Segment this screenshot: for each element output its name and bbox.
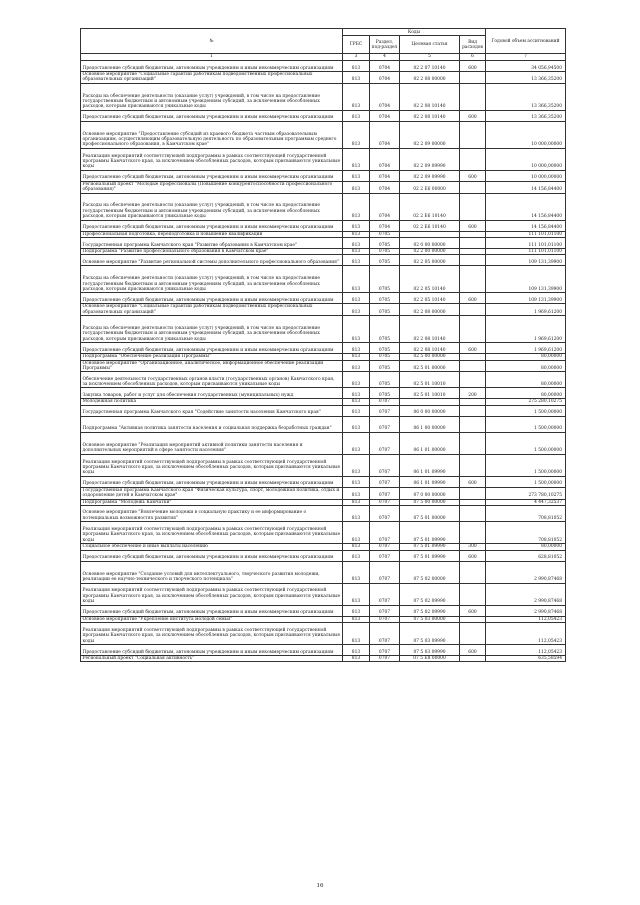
table-row xyxy=(81,655,566,661)
row-target-article-cell: 02 2 08 10140 xyxy=(400,83,460,110)
row-expense-type-cell xyxy=(460,304,486,316)
row-grbs-cell: 813 xyxy=(343,605,370,616)
row-grbs-cell: 813 xyxy=(343,454,370,476)
row-expense-type-cell xyxy=(460,72,486,84)
table-row xyxy=(81,476,566,487)
row-expense-type-cell: 600 xyxy=(460,220,486,231)
row-section-cell: 0705 xyxy=(370,354,400,360)
row-name-cell: Государственная программа Камчатского края "Содействие занятости населения Камчатского края" xyxy=(81,405,343,416)
row-amount-cell: 111 101,01100 xyxy=(486,249,566,255)
row-grbs-cell: 813 xyxy=(343,72,370,84)
row-expense-type-cell xyxy=(460,622,486,644)
row-grbs-cell: 813 xyxy=(343,360,370,372)
row-target-article-cell: 07 5 03 09990 xyxy=(400,644,460,655)
row-amount-cell: 1 500,00000 xyxy=(486,476,566,487)
row-name-cell: Расходы на обеспечение деятельности (оказание услуг) учреждений, в том числе на предоставление государственным бюджетным и автономным учреждениям субсидий, за исключением обособленных расходов, которым присваиваются уникальные коды xyxy=(81,193,343,220)
row-amount-cell: 112,05423 xyxy=(486,622,566,644)
row-target-article-cell: 02 2 09 09990 xyxy=(400,170,460,181)
table-row xyxy=(81,506,566,522)
row-amount-cell: 13 366,35200 xyxy=(486,83,566,110)
table-row xyxy=(81,316,566,343)
row-amount-cell: 1 500,00000 xyxy=(486,405,566,416)
row-expense-type-cell xyxy=(460,561,486,583)
table-row xyxy=(81,454,566,476)
row-grbs-cell: 813 xyxy=(343,432,370,454)
row-grbs-cell: 813 xyxy=(343,487,370,499)
row-name-cell: Обеспечение деятельности государственных органов власти (государственных органов) Камчатского края, за исключением обособленных расходов, которым присваиваются уникальные коды xyxy=(81,372,343,388)
row-amount-cell: 109 131,39900 xyxy=(486,255,566,266)
row-grbs-cell: 813 xyxy=(343,110,370,121)
column-number: 3 xyxy=(343,54,370,61)
row-section-cell: 0704 xyxy=(370,148,400,170)
row-section-cell: 0707 xyxy=(370,605,400,616)
row-target-article-cell: 02 2 08 10140 xyxy=(400,316,460,343)
column-numbers-row xyxy=(81,54,566,61)
row-grbs-cell: 813 xyxy=(343,238,370,249)
row-name-cell: Основное мероприятие "Укрепление института молодой семьи" xyxy=(81,616,343,622)
table-row xyxy=(81,487,566,499)
row-section-cell: 0705 xyxy=(370,388,400,399)
row-name-cell: Региональный проект "Социальная активность" xyxy=(81,655,343,661)
row-section-cell: 0707 xyxy=(370,506,400,522)
row-target-article-cell: 02 2 07 10140 xyxy=(400,61,460,72)
row-expense-type-cell xyxy=(460,416,486,432)
table-row xyxy=(81,238,566,249)
row-grbs-cell: 813 xyxy=(343,231,370,237)
row-section-cell: 0707 xyxy=(370,550,400,561)
row-expense-type-cell: 600 xyxy=(460,343,486,354)
row-target-article-cell: 02 2 05 10140 xyxy=(400,266,460,293)
row-name-cell: Расходы на обеспечение деятельности (оказание услуг) учреждений, в том числе на предоставление государственным бюджетным и автономным учреждениям субсидий, за исключением обособленных расходов, которым присваиваются уникальные коды xyxy=(81,83,343,110)
row-section-cell: 0707 xyxy=(370,544,400,550)
row-grbs-cell: 813 xyxy=(343,416,370,432)
row-name-cell: Реализация мероприятий соответствующей подпрограммы в рамках соответствующей государственной программы Камчатского края, за исключением обособленных расходов, которым присваиваются уникальные коды xyxy=(81,522,343,544)
page-number: 16 xyxy=(316,883,324,889)
table-row xyxy=(81,583,566,605)
row-expense-type-cell: 600 xyxy=(460,644,486,655)
row-name-cell: Предоставление субсидий бюджетным, автономным учреждениям и иным некоммерческим организациям xyxy=(81,605,343,616)
table-row xyxy=(81,72,566,84)
row-target-article-cell: 02 0 00 00000 xyxy=(400,238,460,249)
row-amount-cell: 10 000,00000 xyxy=(486,170,566,181)
row-expense-type-cell xyxy=(460,522,486,544)
row-amount-cell: 112,05423 xyxy=(486,616,566,622)
row-target-article-cell: 02 2 08 10140 xyxy=(400,343,460,354)
row-amount-cell: 628,81052 xyxy=(486,550,566,561)
row-target-article-cell: 07 5 00 00000 xyxy=(400,499,460,505)
row-section-cell: 0704 xyxy=(370,83,400,110)
row-expense-type-cell xyxy=(460,360,486,372)
row-name-cell: Государственная программа Камчатского края "Физическая культура, спорт, молодежная политика, отдых и оздоровление детей в Камчатском крае" xyxy=(81,487,343,499)
row-name-cell: Реализация мероприятий соответствующей подпрограммы в рамках соответствующей государственной программы Камчатского края, за исключением обособленных расходов, которым присваиваются уникальные коды xyxy=(81,583,343,605)
row-grbs-cell: 813 xyxy=(343,293,370,304)
row-amount-cell: 1 969,61200 xyxy=(486,304,566,316)
row-target-article-cell: 07 5 01 09990 xyxy=(400,544,460,550)
row-section-cell: 0705 xyxy=(370,266,400,293)
row-grbs-cell: 813 xyxy=(343,644,370,655)
row-grbs-cell: 813 xyxy=(343,399,370,405)
row-target-article-cell: 02 2 08 10140 xyxy=(400,110,460,121)
row-name-cell: Основное мероприятие "Создание условий для интеллектуального, творческого развития молодежи, реализации ее научно-технического и творческого потенциала" xyxy=(81,561,343,583)
row-expense-type-cell xyxy=(460,316,486,343)
header-expense-type: Вид расходов xyxy=(460,36,486,54)
table-row xyxy=(81,622,566,644)
row-amount-cell: 1 500,00000 xyxy=(486,432,566,454)
table-row xyxy=(81,181,566,193)
row-amount-cell: 80,00000 xyxy=(486,354,566,360)
table-row xyxy=(81,304,566,316)
row-amount-cell: 1 969,61200 xyxy=(486,316,566,343)
table-row xyxy=(81,372,566,388)
row-name-cell: Предоставление субсидий бюджетным, автономным учреждениям и иным некоммерческим организациям xyxy=(81,476,343,487)
header-codes: Коды xyxy=(343,29,486,36)
table-row xyxy=(81,293,566,304)
row-name-cell: Основное мероприятие "Реализация мероприятий активной политики занятости населения и дополнительных мероприятий в сфере занятости населения" xyxy=(81,432,343,454)
row-expense-type-cell xyxy=(460,266,486,293)
row-name-cell: Основное мероприятие "Вовлечение молодежи в социальную практику и ее информирование о потенциальных возможностях развития" xyxy=(81,506,343,522)
row-grbs-cell: 813 xyxy=(343,372,370,388)
row-name-cell: Профессиональная подготовка, переподготовка и повышение квалификации xyxy=(81,231,343,237)
row-name-cell: Основное мероприятие "Социальные гарантии работникам подведомственных профессиональных образовательных организаций" xyxy=(81,72,343,84)
row-amount-cell: 111 101,01100 xyxy=(486,238,566,249)
table-row xyxy=(81,416,566,432)
table-row xyxy=(81,83,566,110)
row-section-cell: 0707 xyxy=(370,499,400,505)
row-target-article-cell: 02 2 Е6 10140 xyxy=(400,220,460,231)
row-section-cell: 0705 xyxy=(370,293,400,304)
table-row xyxy=(81,561,566,583)
row-amount-cell: 708,81052 xyxy=(486,506,566,522)
row-section-cell: 0704 xyxy=(370,72,400,84)
row-name-cell: Основное мероприятие "Развитие региональной системы дополнительного профессионального образования" xyxy=(81,255,343,266)
row-target-article-cell: 07 5 01 00000 xyxy=(400,506,460,522)
table-row xyxy=(81,148,566,170)
row-expense-type-cell xyxy=(460,255,486,266)
table-row xyxy=(81,170,566,181)
row-expense-type-cell: 600 xyxy=(460,293,486,304)
table-row xyxy=(81,121,566,148)
row-name-cell: Социальное обеспечение и иные выплаты населению xyxy=(81,544,343,550)
row-name-cell: Основное мероприятие "Организационное, аналитическое, информационное обеспечение реализации Программы" xyxy=(81,360,343,372)
row-target-article-cell: 02 5 01 00000 xyxy=(400,360,460,372)
row-target-article-cell: 02 2 Е6 10140 xyxy=(400,193,460,220)
row-section-cell: 0705 xyxy=(370,249,400,255)
header-number: № xyxy=(81,29,343,54)
row-expense-type-cell xyxy=(460,148,486,170)
row-target-article-cell: 07 5 03 09990 xyxy=(400,622,460,644)
row-amount-cell: 14 156,84400 xyxy=(486,181,566,193)
row-amount-cell: 80,00000 xyxy=(486,388,566,399)
row-grbs-cell: 813 xyxy=(343,622,370,644)
row-grbs-cell: 813 xyxy=(343,499,370,505)
row-target-article-cell: 02 5 00 00000 xyxy=(400,354,460,360)
row-target-article-cell: 07 0 00 00000 xyxy=(400,487,460,499)
row-name-cell: Подпрограмма "Активная политика занятости населения и социальная поддержка безработных граждан" xyxy=(81,416,343,432)
row-grbs-cell: 813 xyxy=(343,61,370,72)
row-target-article-cell: 02 2 09 09990 xyxy=(400,148,460,170)
row-expense-type-cell: 200 xyxy=(460,388,486,399)
row-section-cell: 0704 xyxy=(370,121,400,148)
row-amount-cell: 80,00000 xyxy=(486,372,566,388)
row-target-article-cell: 02 2 08 00000 xyxy=(400,72,460,84)
row-section-cell: 0704 xyxy=(370,170,400,181)
document-page xyxy=(80,28,565,662)
row-section-cell: 0705 xyxy=(370,238,400,249)
row-section-cell: 0707 xyxy=(370,583,400,605)
row-amount-cell: 2 990,87468 xyxy=(486,605,566,616)
row-expense-type-cell xyxy=(460,372,486,388)
row-name-cell: Закупка товаров, работ и услуг для обеспечения государственных (муниципальных) нужд xyxy=(81,388,343,399)
row-amount-cell: 80,00000 xyxy=(486,360,566,372)
column-number: 6 xyxy=(460,54,486,61)
row-amount-cell: 2 990,87468 xyxy=(486,561,566,583)
table-body xyxy=(81,61,566,662)
header-annual-total: Годовой объем ассигнований xyxy=(486,29,566,54)
row-expense-type-cell xyxy=(460,454,486,476)
row-amount-cell: 80,00000 xyxy=(486,544,566,550)
row-target-article-cell: 07 5 02 09990 xyxy=(400,605,460,616)
row-grbs-cell: 813 xyxy=(343,121,370,148)
header-target-article: Целевая статья xyxy=(400,36,460,54)
row-grbs-cell: 813 xyxy=(343,655,370,661)
row-name-cell: Подпрограмма "Обеспечение реализации Программы" xyxy=(81,354,343,360)
table-row xyxy=(81,220,566,231)
table-row xyxy=(81,405,566,416)
row-expense-type-cell xyxy=(460,405,486,416)
row-expense-type-cell xyxy=(460,193,486,220)
row-grbs-cell: 813 xyxy=(343,550,370,561)
row-amount-cell: 10 000,00000 xyxy=(486,121,566,148)
row-section-cell: 0704 xyxy=(370,220,400,231)
row-amount-cell: 275 280,10275 xyxy=(486,399,566,405)
row-name-cell: Реализация мероприятий соответствующей подпрограммы в рамках соответствующей государственной программы Камчатского края, за исключением обособленных расходов, которым присваиваются уникальные коды xyxy=(81,622,343,644)
row-target-article-cell: 02 2 05 00000 xyxy=(400,255,460,266)
row-amount-cell: 13 366,35200 xyxy=(486,110,566,121)
row-grbs-cell: 813 xyxy=(343,249,370,255)
row-amount-cell: 111 101,01100 xyxy=(486,231,566,237)
row-grbs-cell: 813 xyxy=(343,181,370,193)
row-grbs-cell: 813 xyxy=(343,583,370,605)
row-grbs-cell: 813 xyxy=(343,405,370,416)
table-row xyxy=(81,432,566,454)
column-number: 5 xyxy=(400,54,460,61)
row-section-cell: 0707 xyxy=(370,655,400,661)
row-name-cell: Расходы на обеспечение деятельности (оказание услуг) учреждений, в том числе на предоставление государственным бюджетным и автономным учреждениям субсидий, за исключением обособленных расходов, которым присваиваются уникальные коды xyxy=(81,316,343,343)
row-section-cell: 0705 xyxy=(370,343,400,354)
row-name-cell: Реализация мероприятий соответствующей подпрограммы в рамках соответствующей государственной программы Камчатского края, за исключением обособленных расходов, которым присваиваются уникальные коды xyxy=(81,454,343,476)
row-expense-type-cell xyxy=(460,583,486,605)
row-grbs-cell: 813 xyxy=(343,266,370,293)
row-name-cell: Молодежная политика xyxy=(81,399,343,405)
table-row xyxy=(81,360,566,372)
row-grbs-cell: 813 xyxy=(343,83,370,110)
row-section-cell: 0704 xyxy=(370,181,400,193)
row-expense-type-cell xyxy=(460,181,486,193)
row-grbs-cell: 813 xyxy=(343,354,370,360)
row-grbs-cell: 813 xyxy=(343,316,370,343)
row-target-article-cell: 02 2 05 10140 xyxy=(400,293,460,304)
row-grbs-cell: 813 xyxy=(343,388,370,399)
row-section-cell: 0704 xyxy=(370,110,400,121)
row-name-cell: Предоставление субсидий бюджетным, автономным учреждениям и иным некоммерческим организациям xyxy=(81,110,343,121)
row-grbs-cell: 813 xyxy=(343,544,370,550)
row-section-cell: 0707 xyxy=(370,622,400,644)
table-row xyxy=(81,255,566,266)
table-row xyxy=(81,550,566,561)
row-expense-type-cell: 300 xyxy=(460,544,486,550)
row-section-cell: 0705 xyxy=(370,316,400,343)
row-expense-type-cell xyxy=(460,487,486,499)
row-expense-type-cell: 600 xyxy=(460,476,486,487)
row-expense-type-cell xyxy=(460,655,486,661)
row-name-cell: Подпрограмма "Молодежь Камчатки" xyxy=(81,499,343,505)
row-expense-type-cell: 600 xyxy=(460,61,486,72)
column-number: 1 xyxy=(81,54,343,61)
row-amount-cell: 708,81052 xyxy=(486,522,566,544)
row-grbs-cell: 813 xyxy=(343,343,370,354)
row-section-cell: 0707 xyxy=(370,405,400,416)
row-target-article-cell: 07 5 03 00000 xyxy=(400,616,460,622)
table-row xyxy=(81,193,566,220)
table-row xyxy=(81,110,566,121)
row-section-cell: 0704 xyxy=(370,193,400,220)
row-target-article-cell: 07 5 02 09990 xyxy=(400,583,460,605)
row-name-cell: Подпрограмма "Развитие профессионального образования в Камчатском крае" xyxy=(81,249,343,255)
row-section-cell: 0705 xyxy=(370,360,400,372)
row-target-article-cell: 06 0 00 00000 xyxy=(400,405,460,416)
row-grbs-cell: 813 xyxy=(343,506,370,522)
row-target-article-cell: 02 5 01 10010 xyxy=(400,372,460,388)
table-row xyxy=(81,644,566,655)
row-amount-cell: 1 500,00000 xyxy=(486,416,566,432)
row-amount-cell: 635,58594 xyxy=(486,655,566,661)
row-grbs-cell: 813 xyxy=(343,255,370,266)
row-target-article-cell: 07 5 01 09990 xyxy=(400,522,460,544)
row-expense-type-cell xyxy=(460,83,486,110)
table-row xyxy=(81,605,566,616)
row-amount-cell: 109 131,39900 xyxy=(486,293,566,304)
row-amount-cell: 273 780,10275 xyxy=(486,487,566,499)
row-name-cell: Расходы на обеспечение деятельности (оказание услуг) учреждений, в том числе на предоставление государственным бюджетным и автономным учреждениям субсидий, за исключением обособленных расходов, которым присваиваются уникальные коды xyxy=(81,266,343,293)
row-target-article-cell: 06 1 01 09990 xyxy=(400,454,460,476)
row-amount-cell: 14 156,84400 xyxy=(486,220,566,231)
row-section-cell: 0707 xyxy=(370,476,400,487)
row-section-cell: 0707 xyxy=(370,432,400,454)
row-section-cell: 0707 xyxy=(370,487,400,499)
row-expense-type-cell xyxy=(460,121,486,148)
row-grbs-cell: 813 xyxy=(343,220,370,231)
row-expense-type-cell xyxy=(460,238,486,249)
row-target-article-cell: 02 2 09 00000 xyxy=(400,121,460,148)
row-target-article-cell: 06 1 01 09990 xyxy=(400,476,460,487)
row-expense-type-cell: 600 xyxy=(460,170,486,181)
row-name-cell: Основное мероприятие "Предоставление субсидий из краевого бюджета частным образовательным организациям, осуществляющим образовательную деятельность по образовательным программам среднего профессионального образования, в Камчатском крае" xyxy=(81,121,343,148)
row-expense-type-cell xyxy=(460,432,486,454)
header-grbs: ГРБС xyxy=(343,36,370,54)
row-section-cell: 0707 xyxy=(370,561,400,583)
row-section-cell: 0707 xyxy=(370,616,400,622)
table-row xyxy=(81,266,566,293)
row-expense-type-cell: 600 xyxy=(460,110,486,121)
row-name-cell: Региональный проект "Молодые профессионалы (Повышение конкурентоспособности профессионального образования)" xyxy=(81,181,343,193)
row-amount-cell: 1 969,61200 xyxy=(486,343,566,354)
row-target-article-cell: 02 2 00 00000 xyxy=(400,249,460,255)
row-grbs-cell: 813 xyxy=(343,304,370,316)
row-grbs-cell: 813 xyxy=(343,476,370,487)
row-section-cell: 0705 xyxy=(370,304,400,316)
row-expense-type-cell xyxy=(460,506,486,522)
row-amount-cell: 1 500,00000 xyxy=(486,454,566,476)
row-section-cell: 0707 xyxy=(370,399,400,405)
row-target-article-cell: 06 1 00 00000 xyxy=(400,416,460,432)
row-grbs-cell: 813 xyxy=(343,522,370,544)
row-amount-cell: 112,05423 xyxy=(486,644,566,655)
row-expense-type-cell: 600 xyxy=(460,550,486,561)
row-name-cell: Предоставление субсидий бюджетным, автономным учреждениям и иным некоммерческим организациям xyxy=(81,343,343,354)
row-target-article-cell: 06 1 01 00000 xyxy=(400,432,460,454)
row-amount-cell: 13 366,35200 xyxy=(486,72,566,84)
row-amount-cell: 2 990,87468 xyxy=(486,583,566,605)
row-section-cell: 0705 xyxy=(370,231,400,237)
row-section-cell: 0707 xyxy=(370,522,400,544)
row-amount-cell: 109 131,39900 xyxy=(486,266,566,293)
row-expense-type-cell: 600 xyxy=(460,605,486,616)
row-name-cell: Предоставление субсидий бюджетным, автономным учреждениям и иным некоммерческим организациям xyxy=(81,170,343,181)
table-row xyxy=(81,61,566,72)
row-grbs-cell: 813 xyxy=(343,561,370,583)
table-row xyxy=(81,388,566,399)
row-target-article-cell: 07 5 01 09990 xyxy=(400,550,460,561)
table-row xyxy=(81,343,566,354)
row-section-cell: 0705 xyxy=(370,255,400,266)
row-name-cell: Основное мероприятие "Социальные гарантии работникам подведомственных профессиональных образовательных организаций" xyxy=(81,304,343,316)
row-target-article-cell: 07 5 Е8 00000 xyxy=(400,655,460,661)
row-amount-cell: 14 156,84400 xyxy=(486,193,566,220)
row-grbs-cell: 813 xyxy=(343,193,370,220)
row-section-cell: 0707 xyxy=(370,644,400,655)
row-section-cell: 0705 xyxy=(370,372,400,388)
row-grbs-cell: 813 xyxy=(343,170,370,181)
row-target-article-cell: 07 5 02 00000 xyxy=(400,561,460,583)
row-name-cell: Предоставление субсидий бюджетным, автономным учреждениям и иным некоммерческим организациям xyxy=(81,220,343,231)
row-name-cell: Государственная программа Камчатского края "Развитие образования в Камчатском крае" xyxy=(81,238,343,249)
row-name-cell: Предоставление субсидий бюджетным, автономным учреждениям и иным некоммерческим организациям xyxy=(81,61,343,72)
row-amount-cell: 4 447,32537 xyxy=(486,499,566,505)
column-number: 4 xyxy=(370,54,400,61)
row-name-cell: Предоставление субсидий бюджетным, автономным учреждениям и иным некоммерческим организациям xyxy=(81,644,343,655)
row-name-cell: Предоставление субсидий бюджетным, автономным учреждениям и иным некоммерческим организациям xyxy=(81,293,343,304)
row-target-article-cell: 02 5 01 10010 xyxy=(400,388,460,399)
budget-table xyxy=(80,28,566,662)
row-amount-cell: 34 056,94500 xyxy=(486,61,566,72)
table-row xyxy=(81,522,566,544)
row-section-cell: 0704 xyxy=(370,61,400,72)
row-section-cell: 0707 xyxy=(370,454,400,476)
row-name-cell: Реализация мероприятий соответствующей подпрограммы в рамках соответствующей государственной программы Камчатского края, за исключением обособленных расходов, которым присваиваются уникальные коды xyxy=(81,148,343,170)
row-section-cell: 0707 xyxy=(370,416,400,432)
row-amount-cell: 10 000,00000 xyxy=(486,148,566,170)
row-grbs-cell: 813 xyxy=(343,148,370,170)
row-grbs-cell: 813 xyxy=(343,616,370,622)
row-target-article-cell: 02 2 Е6 00000 xyxy=(400,181,460,193)
row-target-article-cell: 02 2 08 00000 xyxy=(400,304,460,316)
column-number: 7 xyxy=(486,54,566,61)
header-section: Раздел, под-раздел xyxy=(370,36,400,54)
row-name-cell: Предоставление субсидий бюджетным, автономным учреждениям и иным некоммерческим организациям xyxy=(81,550,343,561)
